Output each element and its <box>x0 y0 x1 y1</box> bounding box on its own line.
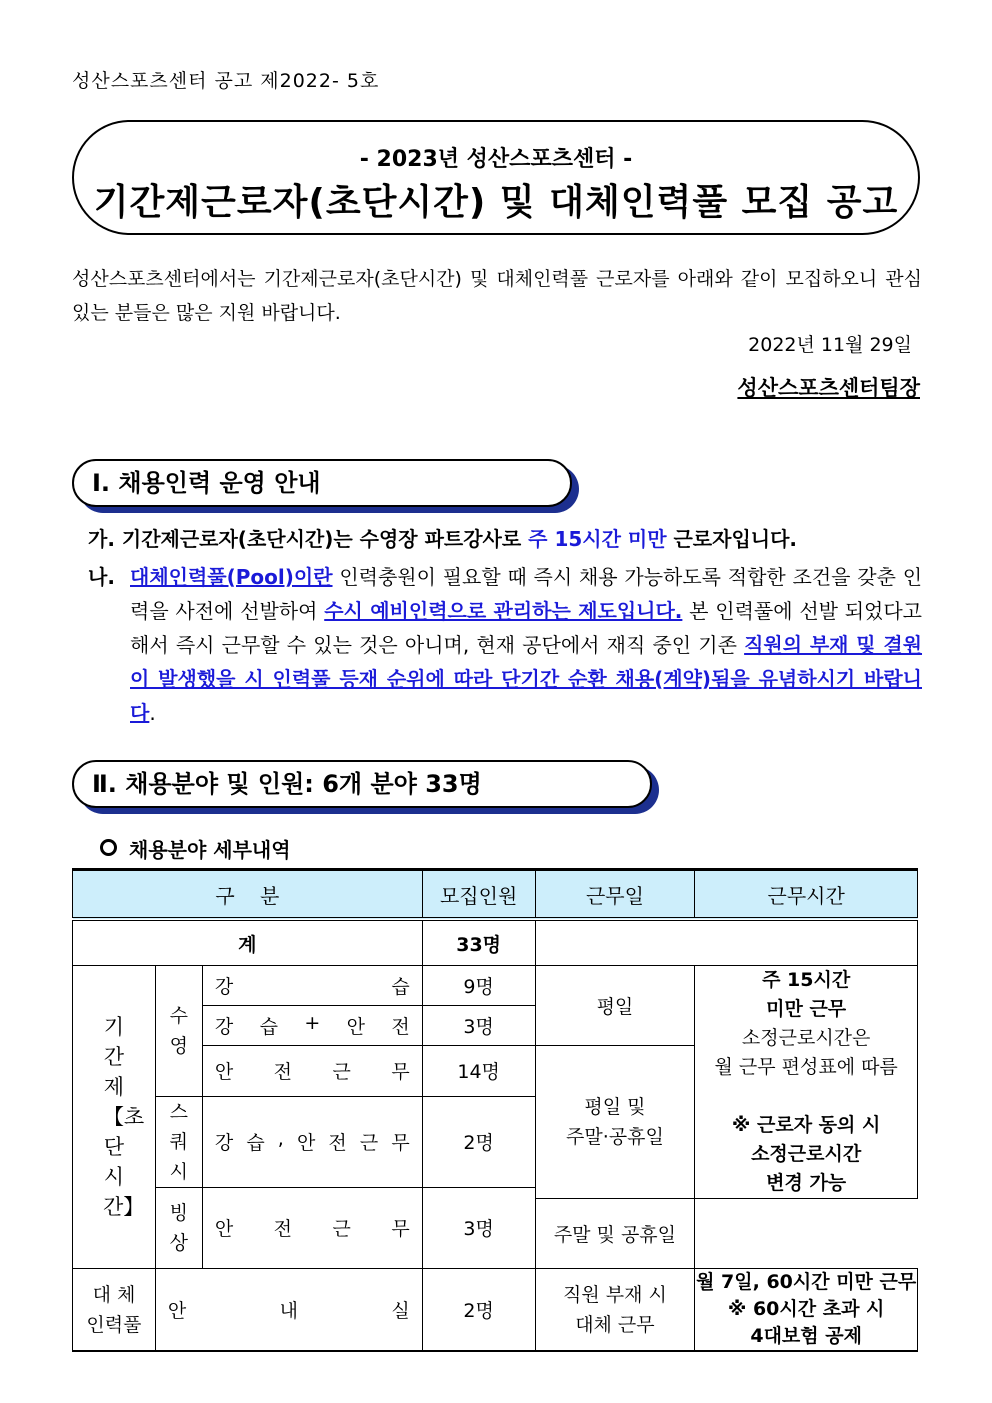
workday-weekend: 주말 및 공휴일 <box>535 1199 695 1269</box>
field-cell: 안 내 실 <box>155 1269 422 1352</box>
item-a-label: 가. <box>88 527 115 551</box>
group-label-temporary: 기간제【초단시간】 <box>73 966 156 1269</box>
table-total-row <box>73 919 918 966</box>
header-category: 구 분 <box>73 870 423 920</box>
table-row-substitute <box>73 1269 918 1352</box>
count-cell: 9명 <box>422 966 535 1006</box>
item-b-period: . <box>149 701 156 725</box>
total-label: 계 <box>73 919 423 966</box>
title-subtitle: - 2023년 성산스포츠센터 - <box>359 147 633 172</box>
intro-paragraph: 성산스포츠센터에서는 기간제근로자(초단시간) 및 대체인력풀 근로자를 아래와 같이 모집하오니 관심 있는 분들은 많은 지원 바랍니다. <box>72 268 922 324</box>
item-b-highlight2: 직원의 부재 및 결원이 발생했을 시 인력풀 등재 순위에 따라 단기간 순환 채용(계약)됨을 유념하시기 바랍니다 <box>130 633 923 725</box>
item-a-text: 기간제근로자(초단시간)는 수영장 파트강사로 <box>121 527 522 551</box>
total-empty <box>535 919 917 966</box>
subgroup-swim: 수영 <box>155 966 202 1097</box>
item-a-text-end: 근로자입니다. <box>673 527 798 551</box>
recruitment-table <box>72 868 918 1352</box>
section1-item-a <box>88 522 928 556</box>
table-row <box>73 966 918 1006</box>
notice-date: 2022년 11월 29일 <box>748 334 912 356</box>
field-cell: 강 습 <box>202 966 422 1006</box>
group-label-substitute: 대 체 인력풀 <box>73 1269 156 1352</box>
count-cell: 14명 <box>422 1046 535 1097</box>
header-count: 모집인원 <box>422 870 535 920</box>
count-cell: 3명 <box>422 1187 535 1269</box>
section2-heading: Ⅱ. 채용분야 및 인원: 6개 분야 33명 <box>72 760 652 808</box>
workday-substitute: 직원 부재 시 대체 근무 <box>535 1269 695 1352</box>
total-count: 33명 <box>422 919 535 966</box>
circle-bullet-icon <box>100 839 117 856</box>
table-subheading: 채용분야 세부내역 <box>100 834 291 863</box>
subgroup-ice: 빙상 <box>155 1187 202 1269</box>
item-b-text2: 본 인력풀에 선발 되었다고 해서 즉시 근무할 수 있는 것은 아니며, 현재 공단에서 재직 중인 기존 <box>130 599 923 657</box>
item-b-highlight1: 수시 예비인력으로 관리하는 제도입니다. <box>324 599 683 623</box>
item-b-label: 나. <box>88 565 115 589</box>
workday-weekday: 평일 <box>535 966 695 1046</box>
page-title: 기간제근로자(초단시간) 및 대체인력풀 모집 공고 <box>93 182 899 223</box>
item-b-term: 대체인력풀(Pool)이란 <box>130 565 333 589</box>
item-b-text1: 인력충원이 필요할 때 즉시 채용 가능하도록 적합한 조건을 갖춘 인력을 사전에 선발하여 <box>130 565 923 623</box>
header-hours: 근무시간 <box>695 870 918 920</box>
section1-item-b <box>130 560 922 730</box>
header-workday: 근무일 <box>535 870 695 920</box>
table-header-row <box>73 870 918 920</box>
field-cell: 안 전 근 무 <box>202 1187 422 1269</box>
signature: 성산스포츠센터팀장 <box>737 376 920 400</box>
workday-weekday-weekend: 평일 및 주말·공휴일 <box>535 1046 695 1199</box>
item-a-highlight: 주 15시간 미만 <box>528 527 667 551</box>
hours-cell: 주 15시간 미만 근무 소정근로시간은 월 근무 편성표에 따름 ※ 근로자 동의 시 소정근로시간 변경 가능 <box>695 966 918 1199</box>
field-cell: 안 전 근 무 <box>202 1046 422 1097</box>
section1-heading: Ⅰ. 채용인력 운영 안내 <box>72 459 572 507</box>
count-cell: 3명 <box>422 1006 535 1046</box>
hours-substitute: 월 7일, 60시간 미만 근무 ※ 60시간 초과 시 4대보험 공제 <box>695 1269 918 1352</box>
count-cell: 2명 <box>422 1269 535 1352</box>
field-cell: 강 습 + 안 전 <box>202 1006 422 1046</box>
field-cell: 강 습 , 안 전 근 무 <box>202 1096 422 1187</box>
subgroup-squash: 스쿼시 <box>155 1096 202 1187</box>
count-cell: 2명 <box>422 1096 535 1187</box>
notice-number: 성산스포츠센터 공고 제2022- 5호 <box>72 70 380 92</box>
